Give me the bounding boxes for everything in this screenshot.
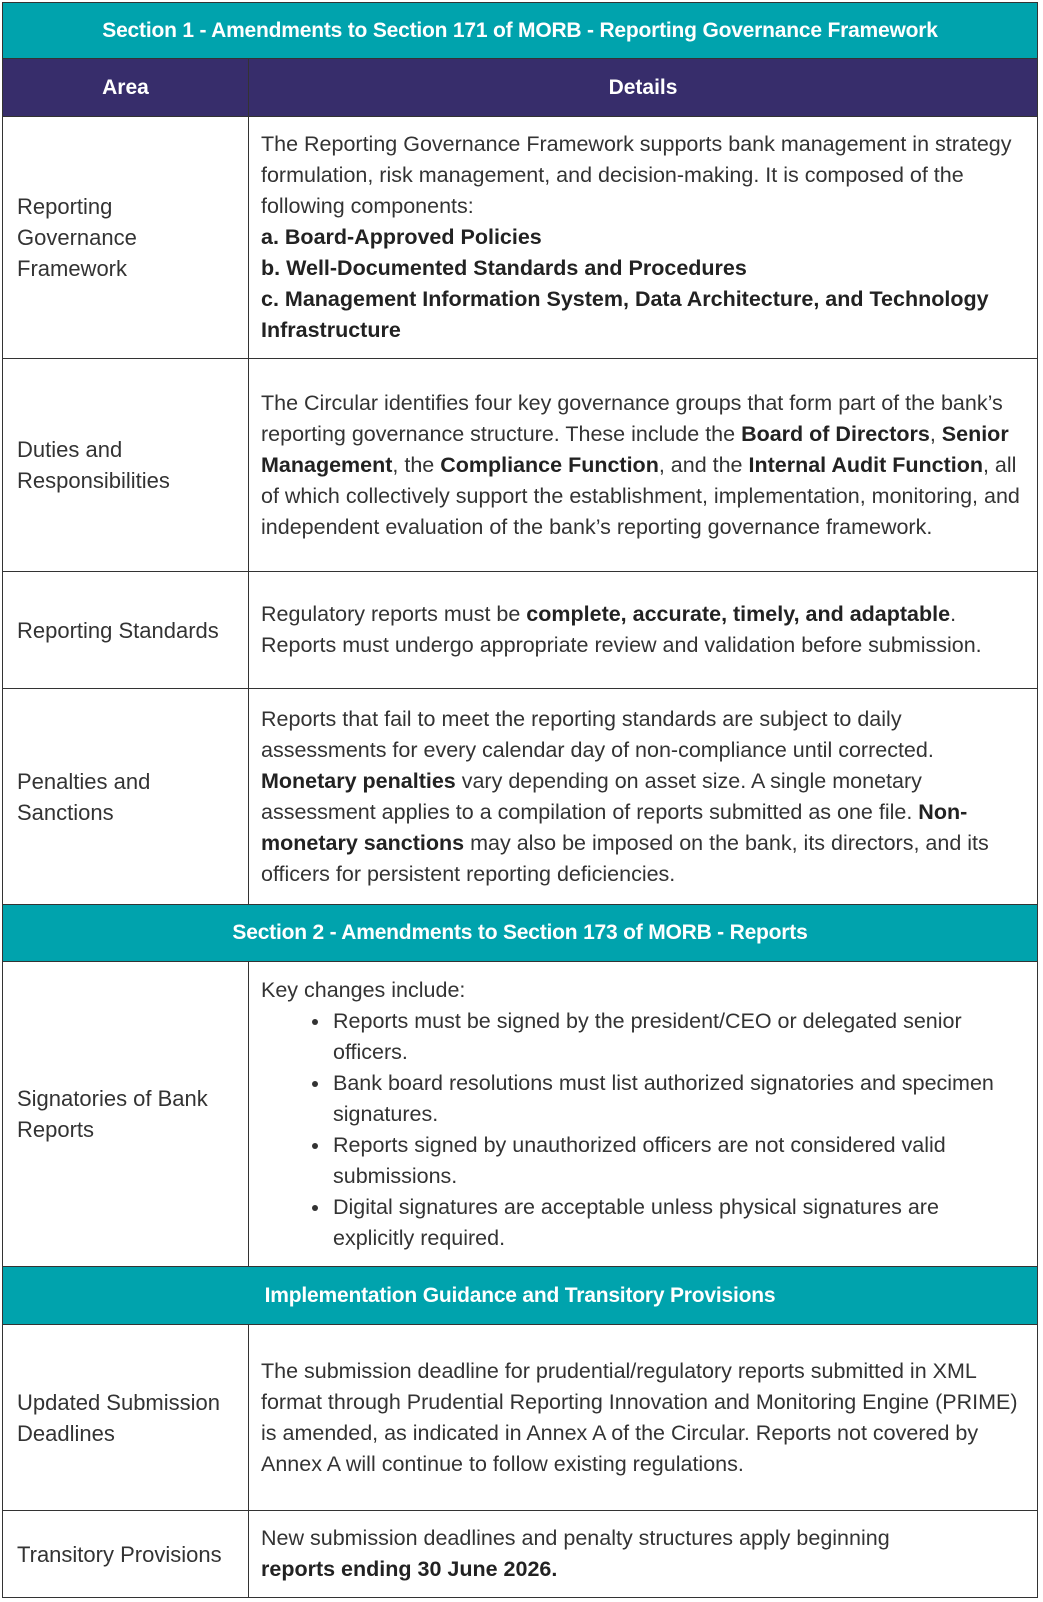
details-cell [249,572,1038,689]
bold-term: Board of Directors [741,421,930,446]
component-b: b. Well-Documented Standards and Procedures [261,256,747,280]
area-cell: Reporting Governance Framework [3,117,249,359]
details-cell [249,359,1038,572]
details-text: may also be imposed on the bank, its directors, and its officers for persistent reporting deficiencies. [261,830,989,886]
bold-term: Non-monetary sanctions [261,799,968,855]
area-cell: Signatories of Bank Reports [3,962,249,1267]
details-text: Regulatory reports must be [261,602,527,626]
column-header-row [3,59,1038,117]
section-2-title: Section 2 - Amendments to Section 173 of MORB - Reports [3,905,1038,962]
list-item: • Reports signed by unauthorized officers are not considered valid submissions. [331,1130,1025,1192]
section-3-header-row [3,1267,1038,1325]
bold-term: Monetary penalties [261,768,456,793]
details-cell [249,962,1038,1267]
details-text: The Reporting Governance Framework supports bank management in strategy formulation, risk management, and decision-making. It is composed of the following components: [261,132,1012,218]
bold-term: Senior Management [261,421,1009,477]
details-cell [249,689,1038,905]
table-row [3,117,1038,359]
details-text: The Circular identifies four key governance groups that form part of the bank’s reporting governance structure. These include the [261,390,1003,446]
details-text: New submission deadlines and penalty structures apply beginning [261,1526,890,1550]
details-text: , the [392,452,441,477]
details-cell [249,117,1038,359]
morb-amendments-table [2,2,1038,1598]
area-cell: Transitory Provisions [3,1511,249,1598]
area-cell: Penalties and Sanctions [3,689,249,905]
bold-term: complete, accurate, timely, and adaptable [526,602,951,626]
column-header-details: Details [249,59,1038,117]
component-a: a. Board-Approved Policies [261,225,542,249]
table-row [3,572,1038,689]
bold-term: Internal Audit Function [748,452,983,477]
table-row [3,1511,1038,1598]
details-text: . Reports must undergo appropriate review and validation before submission. [261,602,982,657]
details-text: vary depending on asset size. A single monetary assessment applies to a compilation of reports submitted as one file. [261,768,922,824]
section-2-header-row [3,905,1038,962]
bold-term: reports ending 30 June 2026. [261,1557,558,1581]
area-cell: Reporting Standards [3,572,249,689]
section-1-header-row [3,3,1038,59]
key-changes-list [261,1006,1025,1254]
list-item: • Reports must be signed by the president/CEO or delegated senior officers. [331,1006,1025,1068]
details-text: Key changes include: [261,977,466,1002]
details-cell: The submission deadline for prudential/regulatory reports submitted in XML format through Prudential Reporting Innovation and Monitoring Engine (PRIME) is amended, as indicated in Annex A of the Circular. Reports not covered by Annex A will continue to follow existing regulations. [249,1325,1038,1511]
details-text: , [929,421,942,446]
column-header-area: Area [3,59,249,117]
area-cell: Updated Submission Deadlines [3,1325,249,1511]
details-cell [249,1511,1038,1598]
list-item: • Bank board resolutions must list authorized signatories and specimen signatures. [331,1068,1025,1130]
table-row [3,689,1038,905]
area-cell: Duties and Responsibilities [3,359,249,572]
details-text: , and the [658,452,749,477]
section-3-title: Implementation Guidance and Transitory Provisions [3,1267,1038,1325]
component-c: c. Management Information System, Data Architecture, and Technology Infrastructure [261,287,989,342]
table-row [3,1325,1038,1511]
details-text: Reports that fail to meet the reporting standards are subject to daily assessments for every calendar day of non-compliance until corrected. [261,706,934,762]
details-text: , all of which collectively support the establishment, implementation, monitoring, and independent evaluation of the bank’s reporting governance framework. [261,452,1020,539]
bold-term: Compliance Function [440,452,659,477]
table-row [3,962,1038,1267]
table-row [3,359,1038,572]
list-item: • Digital signatures are acceptable unless physical signatures are explicitly required. [331,1192,1025,1254]
section-1-title: Section 1 - Amendments to Section 171 of MORB - Reporting Governance Framework [3,3,1038,59]
